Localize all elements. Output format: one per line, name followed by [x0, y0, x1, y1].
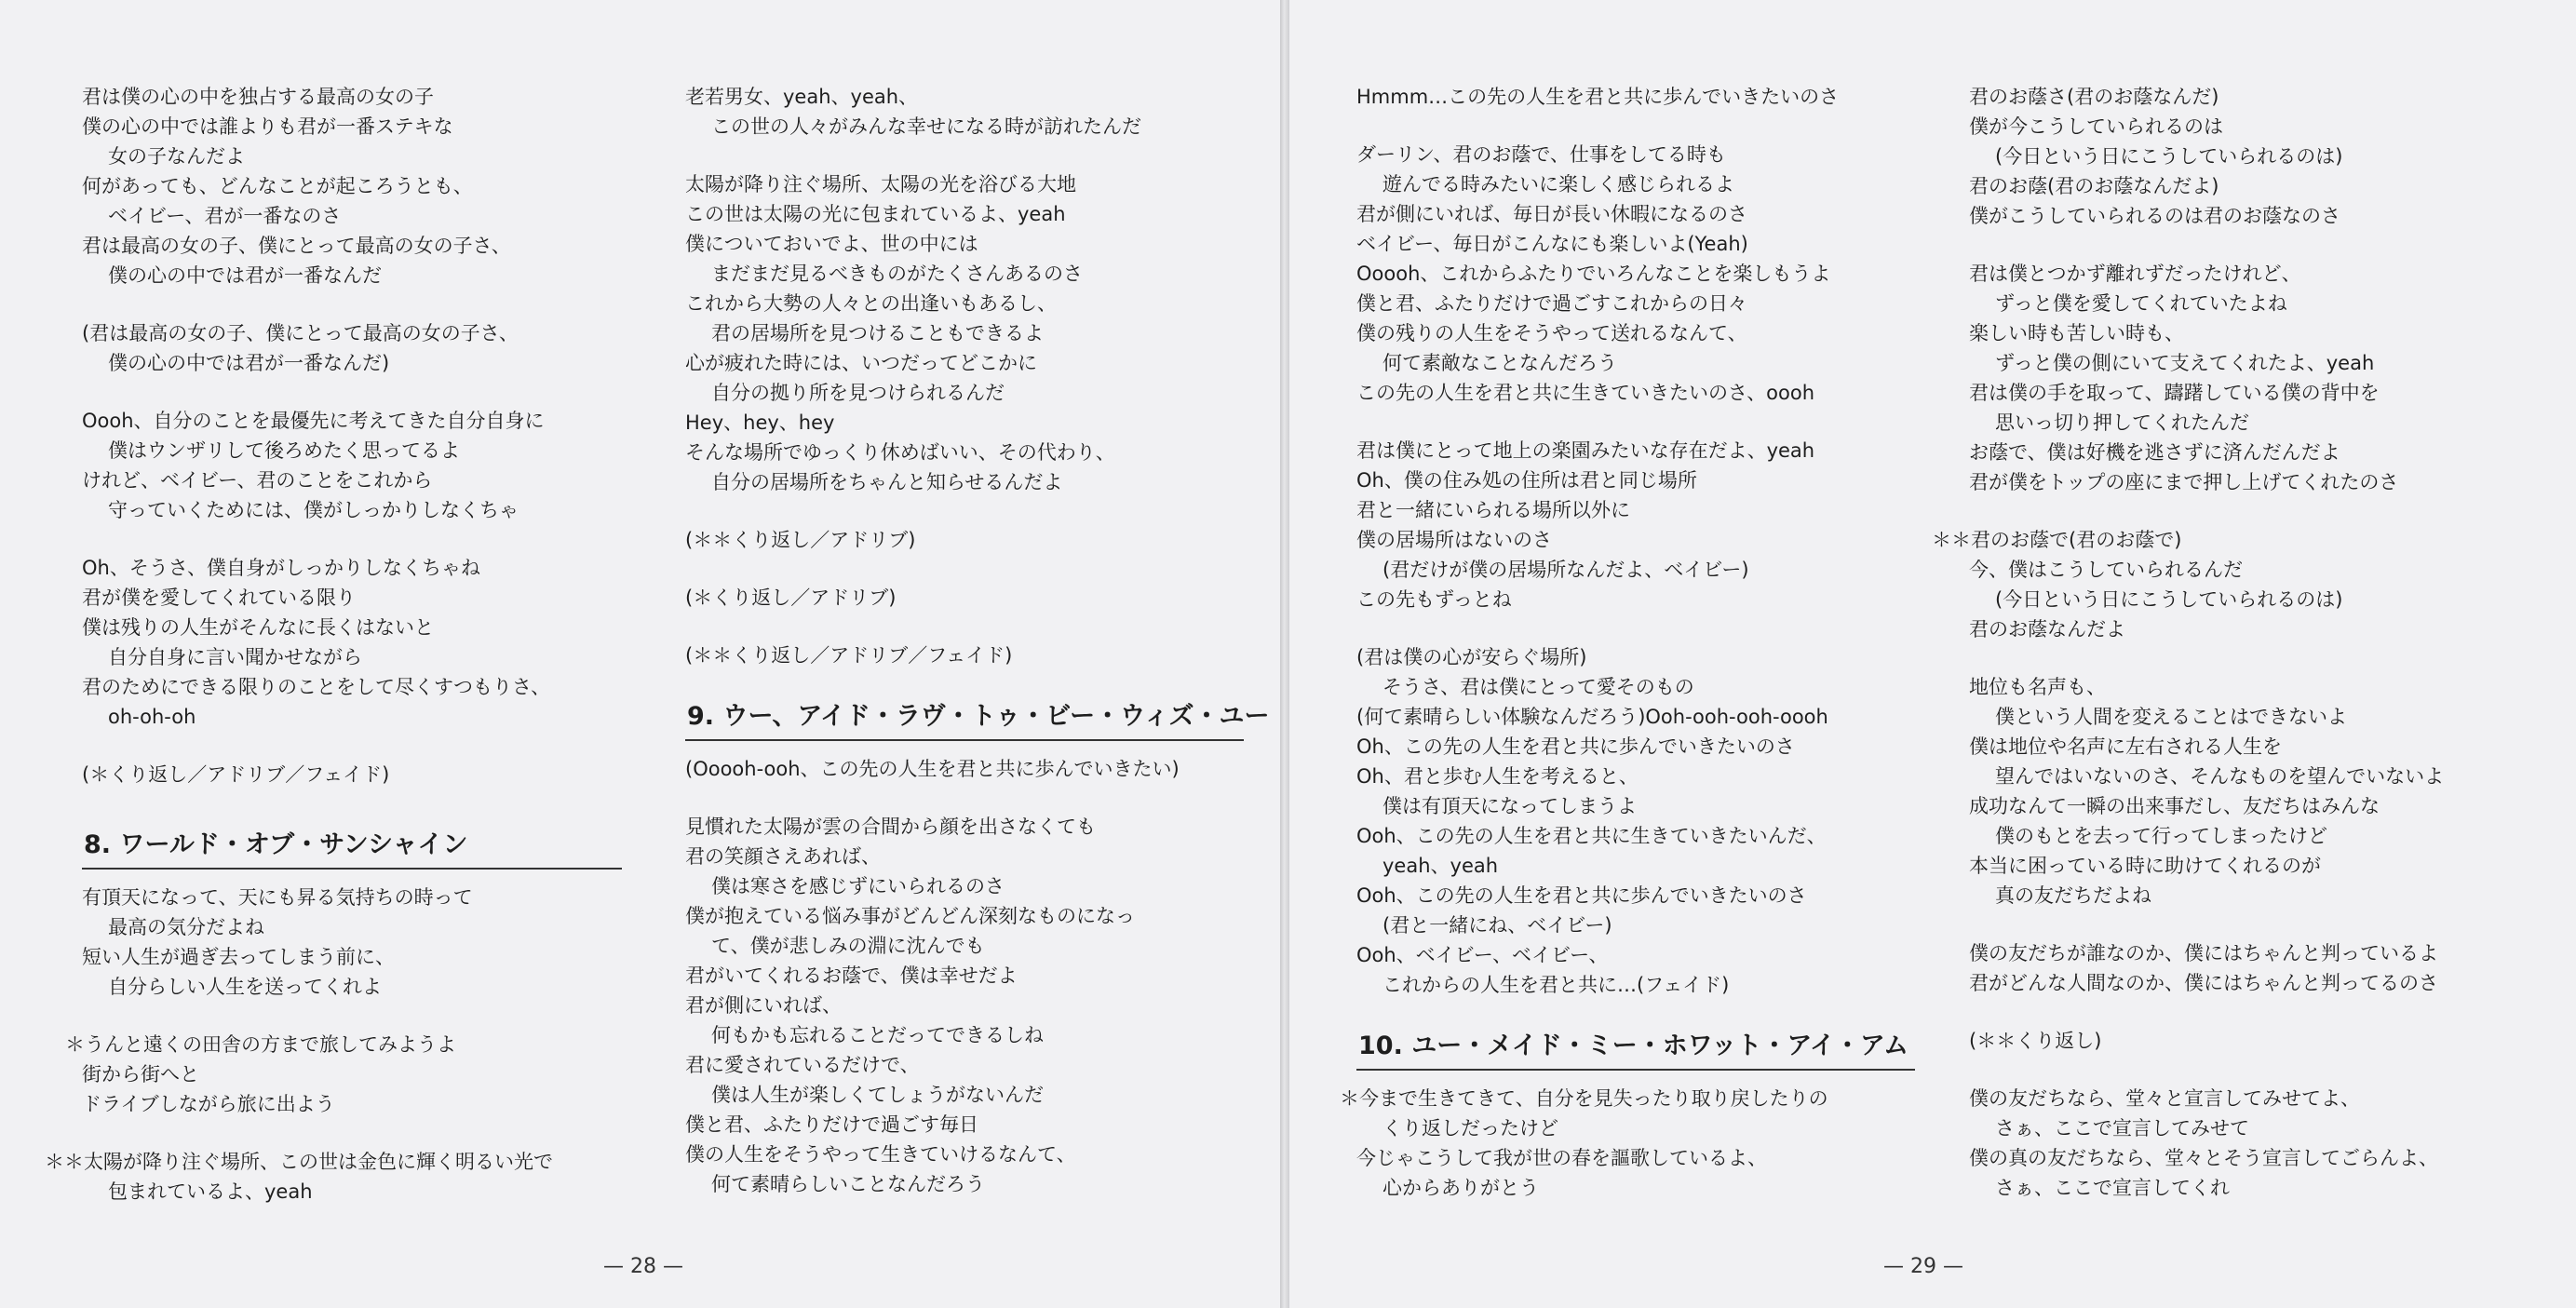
lyric-line: (＊＊くり返し): [1969, 1030, 2102, 1052]
lyric-line: (君と一緒にね、ベイビー): [1382, 914, 1612, 937]
stanza-gap: [82, 1002, 622, 1030]
lyric-line: 老若男女、yeah、yeah、: [685, 86, 919, 108]
lyric-line: 僕がこうしていられるのは君のお蔭なのさ: [1969, 205, 2340, 227]
lyric-line: 君のお蔭なんだよ: [1969, 618, 2125, 641]
lyric-line: 望んではいないのさ、そんなものを望んでいないよ: [1995, 765, 2445, 788]
lyric-line: 僕の居場所はないのさ: [1356, 529, 1552, 551]
lyric-line: 僕はウンザリして後ろめたく思ってるよ: [108, 439, 460, 462]
lyric-line: (何て素晴らしい体験なんだろう)Ooh-ooh-ooh-oooh: [1356, 706, 1828, 728]
lyric-line: (今日という日にこうしていられるのは): [1995, 588, 2343, 611]
stanza-gap: [1969, 910, 2556, 938]
lyric-line: 僕は残りの人生がそんなに長くはないと: [82, 616, 434, 639]
lyric-line: Hey、hey、hey: [685, 411, 835, 434]
lyric-line: Oooh、自分のことを最優先に考えてきた自分自身に: [82, 410, 545, 432]
lyric-line: 君は僕の心の中を独占する最高の女の子: [82, 86, 434, 108]
lyric-line: 何て素敵なことなんだろう: [1382, 352, 1617, 374]
stanza-gap: [1356, 1000, 1915, 1018]
lyric-line: (君は僕の心が安らぐ場所): [1356, 646, 1587, 668]
page-number: — 29 —: [1883, 1255, 1963, 1278]
lyric-line: 君は最高の女の子、僕にとって最高の女の子さ、: [82, 235, 511, 257]
song-title-8: 8. ワールド・オブ・サンシャイン: [82, 825, 622, 870]
stanza-gap: [1356, 408, 1915, 436]
lyric-line: 見慣れた太陽が雲の合間から顔を出さなくても: [685, 816, 1096, 838]
lyric-line: 僕が抱えている悩み事がどんどん深刻なものになっ: [685, 905, 1135, 927]
lyric-line: ＊今まで生きてきて、自分を見失ったり取り戻したりの: [1340, 1087, 1828, 1110]
stanza-gap: [82, 732, 622, 760]
lyric-line: 僕の友だちが誰なのか、僕にはちゃんと判っているよ: [1969, 942, 2438, 964]
stanza-gap: [685, 670, 1244, 689]
page-number: — 28 —: [603, 1255, 683, 1278]
lyric-line: そんな場所でゆっくり休めばいい、その代わり、: [685, 441, 1115, 464]
lyric-line: まだまだ見るべきものがたくさんあるのさ: [711, 263, 1083, 285]
lyric-line: 自分自身に言い聞かせながら: [108, 646, 362, 668]
right-column-2: [1932, 82, 2556, 1203]
lyric-line: Oh、そうさ、僕自身がしっかりしなくちゃね: [82, 557, 480, 579]
lyric-line: 僕の残りの人生をそうやって送れるなんて、: [1356, 322, 1747, 344]
lyric-line: ＊＊太陽が降り注ぐ場所、この世は金色に輝く明るい光で: [45, 1151, 553, 1173]
lyric-line: 僕と君、ふたりだけで過ごすこれからの日々: [1356, 292, 1747, 315]
lyric-line: Ooh、ベイビー、ベイビー、: [1356, 944, 1609, 966]
stanza-gap: [1969, 231, 2556, 259]
lyric-line: (＊＊くり返し／アドリブ): [685, 529, 916, 551]
lyric-line: 成功なんて一瞬の出来事だし、友だちはみんな: [1969, 795, 2380, 817]
lyric-line: この先もずっとね: [1356, 588, 1512, 611]
lyric-line: さぁ、ここで宣言してみせて: [1995, 1117, 2249, 1139]
lyric-line: 僕は有頂天になってしまうよ: [1382, 795, 1637, 817]
lyric-line: Oh、この先の人生を君と共に歩んでいきたいのさ: [1356, 735, 1795, 758]
lyric-line: ＊うんと遠くの田舎の方まで旅してみようよ: [65, 1033, 456, 1056]
lyric-line: 君のお蔭さ(君のお蔭なんだ): [1969, 86, 2219, 108]
stanza-gap: [82, 789, 622, 817]
lyric-line: (Ooooh-ooh、この先の人生を君と共に歩んでいきたい): [685, 758, 1180, 780]
lyric-line: 君が僕をトップの座にまで押し上げてくれたのさ: [1969, 471, 2399, 493]
left-column-1: [45, 82, 622, 1207]
lyric-line: (＊くり返し／アドリブ): [685, 587, 897, 609]
lyric-line: 本当に困っている時に助けてくれるのが: [1969, 855, 2321, 877]
lyric-line: ドライブしながら旅に出よう: [82, 1093, 335, 1115]
stanza-gap: [1969, 1056, 2556, 1084]
lyric-line: 僕の心の中では誰よりも君が一番ステキな: [82, 115, 453, 138]
stanza-gap: [685, 497, 1244, 525]
lyric-line: 思いっ切り押してくれたんだ: [1995, 411, 2249, 434]
lyric-line: この先の人生を君と共に生きていきたいのさ、oooh: [1356, 382, 1815, 404]
lyric-line: 君がいてくれるお蔭で、僕は幸せだよ: [685, 964, 1018, 987]
lyric-line: 君が側にいれば、毎日が長い休暇になるのさ: [1356, 203, 1747, 225]
lyric-line: oh-oh-oh: [108, 706, 196, 728]
lyric-line: 僕についておいでよ、世の中には: [685, 233, 978, 255]
lyric-line: 何て素晴らしいことなんだろう: [711, 1173, 985, 1195]
lyric-line: これからの人生を君と共に…(フェイド): [1382, 974, 1730, 996]
lyric-line: 君のお蔭(君のお蔭なんだよ): [1969, 175, 2219, 197]
lyric-line: 僕は人生が楽しくてしょうがないんだ: [711, 1084, 1044, 1106]
lyric-line: 僕の友だちなら、堂々と宣言してみせてよ、: [1969, 1087, 2360, 1110]
lyric-line: ベイビー、毎日がこんなにも楽しいよ(Yeah): [1356, 233, 1748, 255]
lyric-line: ベイビー、君が一番なのさ: [108, 205, 342, 227]
lyric-line: 何があっても、どんなことが起ころうとも、: [82, 175, 473, 197]
lyric-line: お蔭で、僕は好機を逃さずに済んだんだよ: [1969, 441, 2340, 464]
lyric-line: 心が疲れた時には、いつだってどこかに: [685, 352, 1037, 374]
lyric-line: (今日という日にこうしていられるのは): [1995, 145, 2343, 168]
lyric-line: Oh、君と歩む人生を考えると、: [1356, 765, 1639, 788]
lyric-line: これから大勢の人々との出逢いもあるし、: [685, 292, 1057, 315]
lyric-line: 何もかも忘れることだってできるしね: [711, 1024, 1044, 1046]
page-28: [0, 0, 1280, 1308]
stanza-gap: [82, 525, 622, 553]
lyric-line: (君は最高の女の子、僕にとって最高の女の子さ、: [82, 322, 519, 344]
lyric-line: 僕という人間を変えることはできないよ: [1995, 706, 2347, 728]
lyric-line: 今、僕はこうしていられるんだ: [1969, 559, 2243, 581]
song-title-10: 10. ユー・メイド・ミー・ホワット・アイ・アム: [1356, 1026, 1915, 1071]
lyric-line: 君が側にいれば、: [685, 994, 842, 1017]
lyric-line: 最高の気分だよね: [108, 916, 264, 938]
lyric-line: て、僕が悲しみの淵に沈んでも: [711, 935, 985, 957]
lyric-line: 君がどんな人間なのか、僕にはちゃんと判ってるのさ: [1969, 972, 2438, 994]
lyric-line: ずっと僕の側にいて支えてくれたよ、yeah: [1995, 352, 2375, 374]
lyric-line: 君の居場所を見つけることもできるよ: [711, 322, 1044, 344]
stanza-gap: [1356, 614, 1915, 642]
lyric-line: 太陽が降り注ぐ場所、太陽の光を浴びる大地: [685, 173, 1076, 196]
lyric-line: 君と一緒にいられる場所以外に: [1356, 499, 1630, 521]
lyric-line: 君は僕とつかず離れずだったけれど、: [1969, 263, 2301, 285]
stanza-gap: [1969, 644, 2556, 672]
lyric-line: そうさ、君は僕にとって愛そのもの: [1382, 676, 1694, 698]
lyric-line: 僕は寒さを感じずにいられるのさ: [711, 875, 1005, 897]
lyric-line: 短い人生が過ぎ去ってしまう前に、: [82, 946, 395, 968]
lyric-line: 女の子なんだよ: [108, 145, 245, 168]
lyric-line: 僕の心の中では君が一番なんだ: [108, 264, 382, 287]
lyric-line: 君に愛されているだけで、: [685, 1054, 920, 1076]
left-column-2: [685, 82, 1270, 1199]
lyric-line: (君だけが僕の居場所なんだよ、ベイビー): [1382, 559, 1749, 581]
lyric-line: Oh、僕の住み処の住所は君と同じ場所: [1356, 469, 1697, 492]
lyric-line: 君の笑顔さえあれば、: [685, 845, 881, 868]
lyric-line: 有頂天になって、天にも昇る気持ちの時って: [82, 886, 473, 909]
lyric-line: 僕が今こうしていられるのは: [1969, 115, 2223, 138]
lyric-line: 僕の真の友だちなら、堂々とそう宣言してごらんよ、: [1969, 1147, 2438, 1169]
lyric-line: 真の友だちだよね: [1995, 884, 2151, 907]
lyric-line: 君は僕にとって地上の楽園みたいな存在だよ、yeah: [1356, 439, 1815, 462]
lyric-line: 楽しい時も苦しい時も、: [1969, 322, 2184, 344]
lyric-line: 僕のもとを去って行ってしまったけど: [1995, 825, 2327, 847]
lyric-line: (＊＊くり返し／アドリブ／フェイド): [685, 644, 1013, 667]
stanza-gap: [82, 1119, 622, 1147]
lyric-line: 僕の人生をそうやって生きていけるなんて、: [685, 1143, 1076, 1166]
lyric-line: 心からありがとう: [1382, 1177, 1539, 1199]
lyric-line: 自分らしい人生を送ってくれよ: [108, 976, 382, 998]
lyric-line: 君は僕の手を取って、躊躇している僕の背中を: [1969, 382, 2380, 404]
stanza-gap: [82, 378, 622, 406]
lyric-line: ダーリン、君のお蔭で、仕事をしてる時も: [1356, 143, 1726, 166]
page-29: [1289, 0, 2576, 1308]
lyric-line: Ooh、この先の人生を君と共に生きていきたいんだ、: [1356, 825, 1827, 847]
lyric-line: Hmmm…この先の人生を君と共に歩んでいきたいのさ: [1356, 86, 1840, 108]
lyric-line: 自分の拠り所を見つけられるんだ: [711, 382, 1005, 404]
lyric-line: 遊んでる時みたいに楽しく感じられるよ: [1382, 173, 1734, 196]
lyric-line: Ooh、この先の人生を君と共に歩んでいきたいのさ: [1356, 884, 1807, 907]
song-title-9: 9. ウー、アイド・ラヴ・トゥ・ビー・ウィズ・ユー: [685, 696, 1244, 741]
right-column-1: [1340, 82, 1915, 1203]
lyric-line: 僕の心の中では君が一番なんだ): [108, 352, 390, 374]
lyric-line: 僕は地位や名声に左右される人生を: [1969, 735, 2282, 758]
lyric-line: けれど、ベイビー、君のことをこれから: [82, 469, 433, 492]
lyric-line: 僕と君、ふたりだけで過ごす毎日: [685, 1113, 978, 1136]
stanza-gap: [1969, 497, 2556, 525]
stanza-gap: [685, 784, 1244, 812]
lyric-line: 君が僕を愛してくれている限り: [82, 587, 356, 609]
lyric-line: 自分の居場所をちゃんと知らせるんだよ: [711, 471, 1063, 493]
stanza-gap: [1356, 112, 1915, 140]
lyric-line: (＊くり返し／アドリブ／フェイド): [82, 763, 390, 786]
stanza-gap: [685, 613, 1244, 641]
lyric-line: さぁ、ここで宣言してくれ: [1995, 1177, 2230, 1199]
lyric-line: 君のためにできる限りのことをして尽くすつもりさ、: [82, 676, 551, 698]
stanza-gap: [685, 142, 1244, 169]
lyric-line: この世の人々がみんな幸せになる時が訪れたんだ: [711, 115, 1141, 138]
lyric-line: 地位も名声も、: [1969, 676, 2106, 698]
stanza-gap: [82, 290, 622, 318]
lyric-line: ずっと僕を愛してくれていたよね: [1995, 292, 2287, 315]
lyric-line: 包まれているよ、yeah: [108, 1180, 313, 1203]
stanza-gap: [685, 555, 1244, 583]
lyric-line: ＊＊君のお蔭で(君のお蔭で): [1932, 529, 2182, 551]
lyric-line: 今じゃこうして我が世の春を謳歌しているよ、: [1356, 1147, 1767, 1169]
lyric-line: Ooooh、これからふたりでいろんなことを楽しもうよ: [1356, 263, 1831, 285]
book-gutter: [1280, 0, 1289, 1308]
lyric-line: この世は太陽の光に包まれているよ、yeah: [685, 203, 1066, 225]
lyric-line: 守っていくためには、僕がしっかりしなくちゃ: [108, 499, 519, 521]
stanza-gap: [1969, 998, 2556, 1026]
lyric-line: yeah、yeah: [1382, 855, 1499, 877]
lyric-line: くり返しだったけど: [1382, 1117, 1558, 1139]
lyric-line: 街から街へと: [82, 1063, 199, 1086]
